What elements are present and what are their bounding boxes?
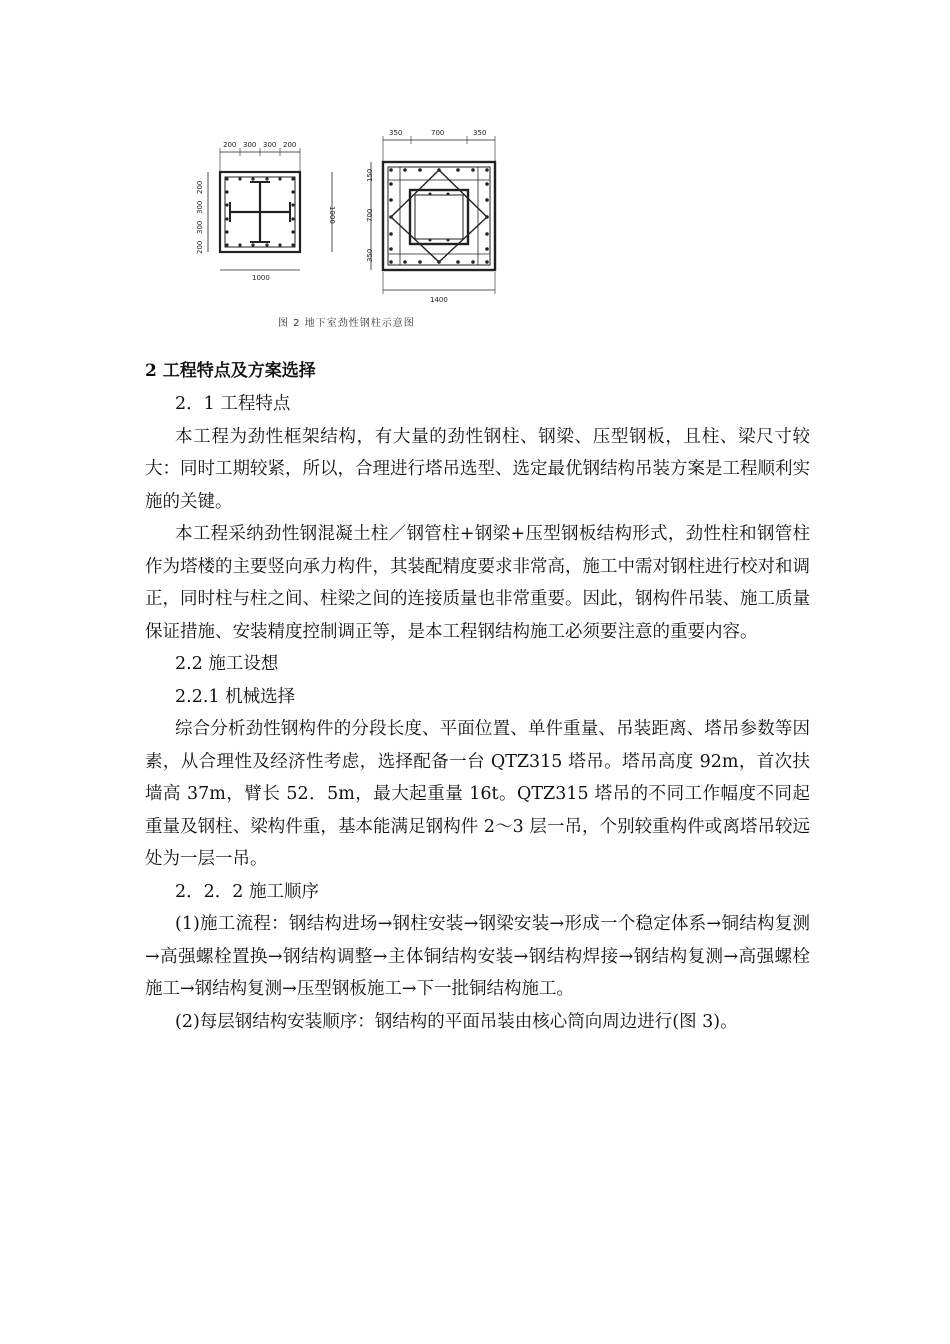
- right-bottom-dim: 1400: [430, 296, 448, 304]
- left-bottom-dim: 1000: [252, 274, 270, 282]
- document-body: [145, 356, 810, 1038]
- left-top-dim-4: 200: [283, 141, 297, 149]
- figure-caption: 图 2 地下室劲性钢柱示意图: [278, 318, 415, 329]
- left-side-dim-4: 200: [196, 240, 204, 254]
- left-top-dim-1: 200: [223, 141, 237, 149]
- left-column-section: [208, 148, 332, 270]
- subheading-2-2-1: 2.2.1 机械选择: [175, 686, 296, 707]
- subheading-2-1: 2．1 工程特点: [175, 394, 291, 414]
- paragraph-4: (1)施工流程：钢结构进场→钢柱安装→钢梁安装→形成一个稳定体系→铜结构复测→高强螺栓置换→钢结构调整→主体铜结构安装→钢结构焊接→钢结构复测→高强螺栓施工→钢结构复测→压型钢板施工→下一批铜结构施工。: [145, 914, 810, 999]
- left-top-dim-3: 300: [263, 141, 277, 149]
- right-side-dim-3: 350: [366, 248, 374, 262]
- paragraph-3: 综合分析劲性钢构件的分段长度、平面位置、单件重量、吊装距离、塔吊参数等因素，从合理性及经济性考虑，选择配备一台 QTZ315 塔吊。塔吊高度 92m，首次扶墙高 37m，臂长 52．5m，最大起重量 16t。QTZ315 塔吊的不同工作幅度不同起重量及钢柱、梁构件重，基本能满足钢构件 2～3 层一吊，个别较重构件或离塔吊较远处为一层一吊。: [145, 719, 810, 869]
- left-top-dim-2: 300: [243, 141, 257, 149]
- subheading-2-2-2: 2．2．2 施工顺序: [175, 881, 319, 902]
- right-top-dim-2: 700: [431, 129, 445, 137]
- left-right-dim: 1000: [328, 206, 336, 224]
- subheading-2-2: 2.2 施工设想: [175, 654, 279, 674]
- right-side-dim-1: 150: [366, 168, 374, 182]
- right-top-dim-1: 350: [389, 129, 403, 137]
- right-column-section: [371, 136, 495, 294]
- steel-column-figure: [190, 122, 520, 337]
- column-section-drawing: [190, 122, 520, 312]
- paragraph-2: 本工程采纳劲性钢混凝土柱／钢管柱+钢梁+压型钢板结构形式，劲性柱和钢管柱作为塔楼的主要竖向承力构件，其装配精度要求非常高，施工中需对钢柱进行校对和调正，同时柱与柱之间、柱梁之间的连接质量也非常重要。因此，钢构件吊装、施工质量保证措施、安装精度控制调正等，是本工程钢结构施工必须要注意的重要内容。: [145, 524, 810, 642]
- right-top-dim-3: 350: [473, 129, 487, 137]
- left-side-dim-2: 300: [196, 200, 204, 214]
- paragraph-5: (2)每层钢结构安装顺序：钢结构的平面吊装由核心筒向周边进行(图 3)。: [175, 1011, 738, 1032]
- section-heading: 2 工程特点及方案选择: [145, 361, 316, 381]
- left-side-dim-3: 300: [196, 220, 204, 234]
- left-side-dim-1: 200: [196, 180, 204, 194]
- right-side-dim-2: 700: [366, 208, 374, 222]
- paragraph-1: 本工程为劲性框架结构，有大量的劲性钢柱、钢梁、压型钢板，且柱、梁尺寸较大：同时工期较紧，所以，合理进行塔吊选型、选定最优钢结构吊装方案是工程顺利实施的关键。: [145, 426, 810, 512]
